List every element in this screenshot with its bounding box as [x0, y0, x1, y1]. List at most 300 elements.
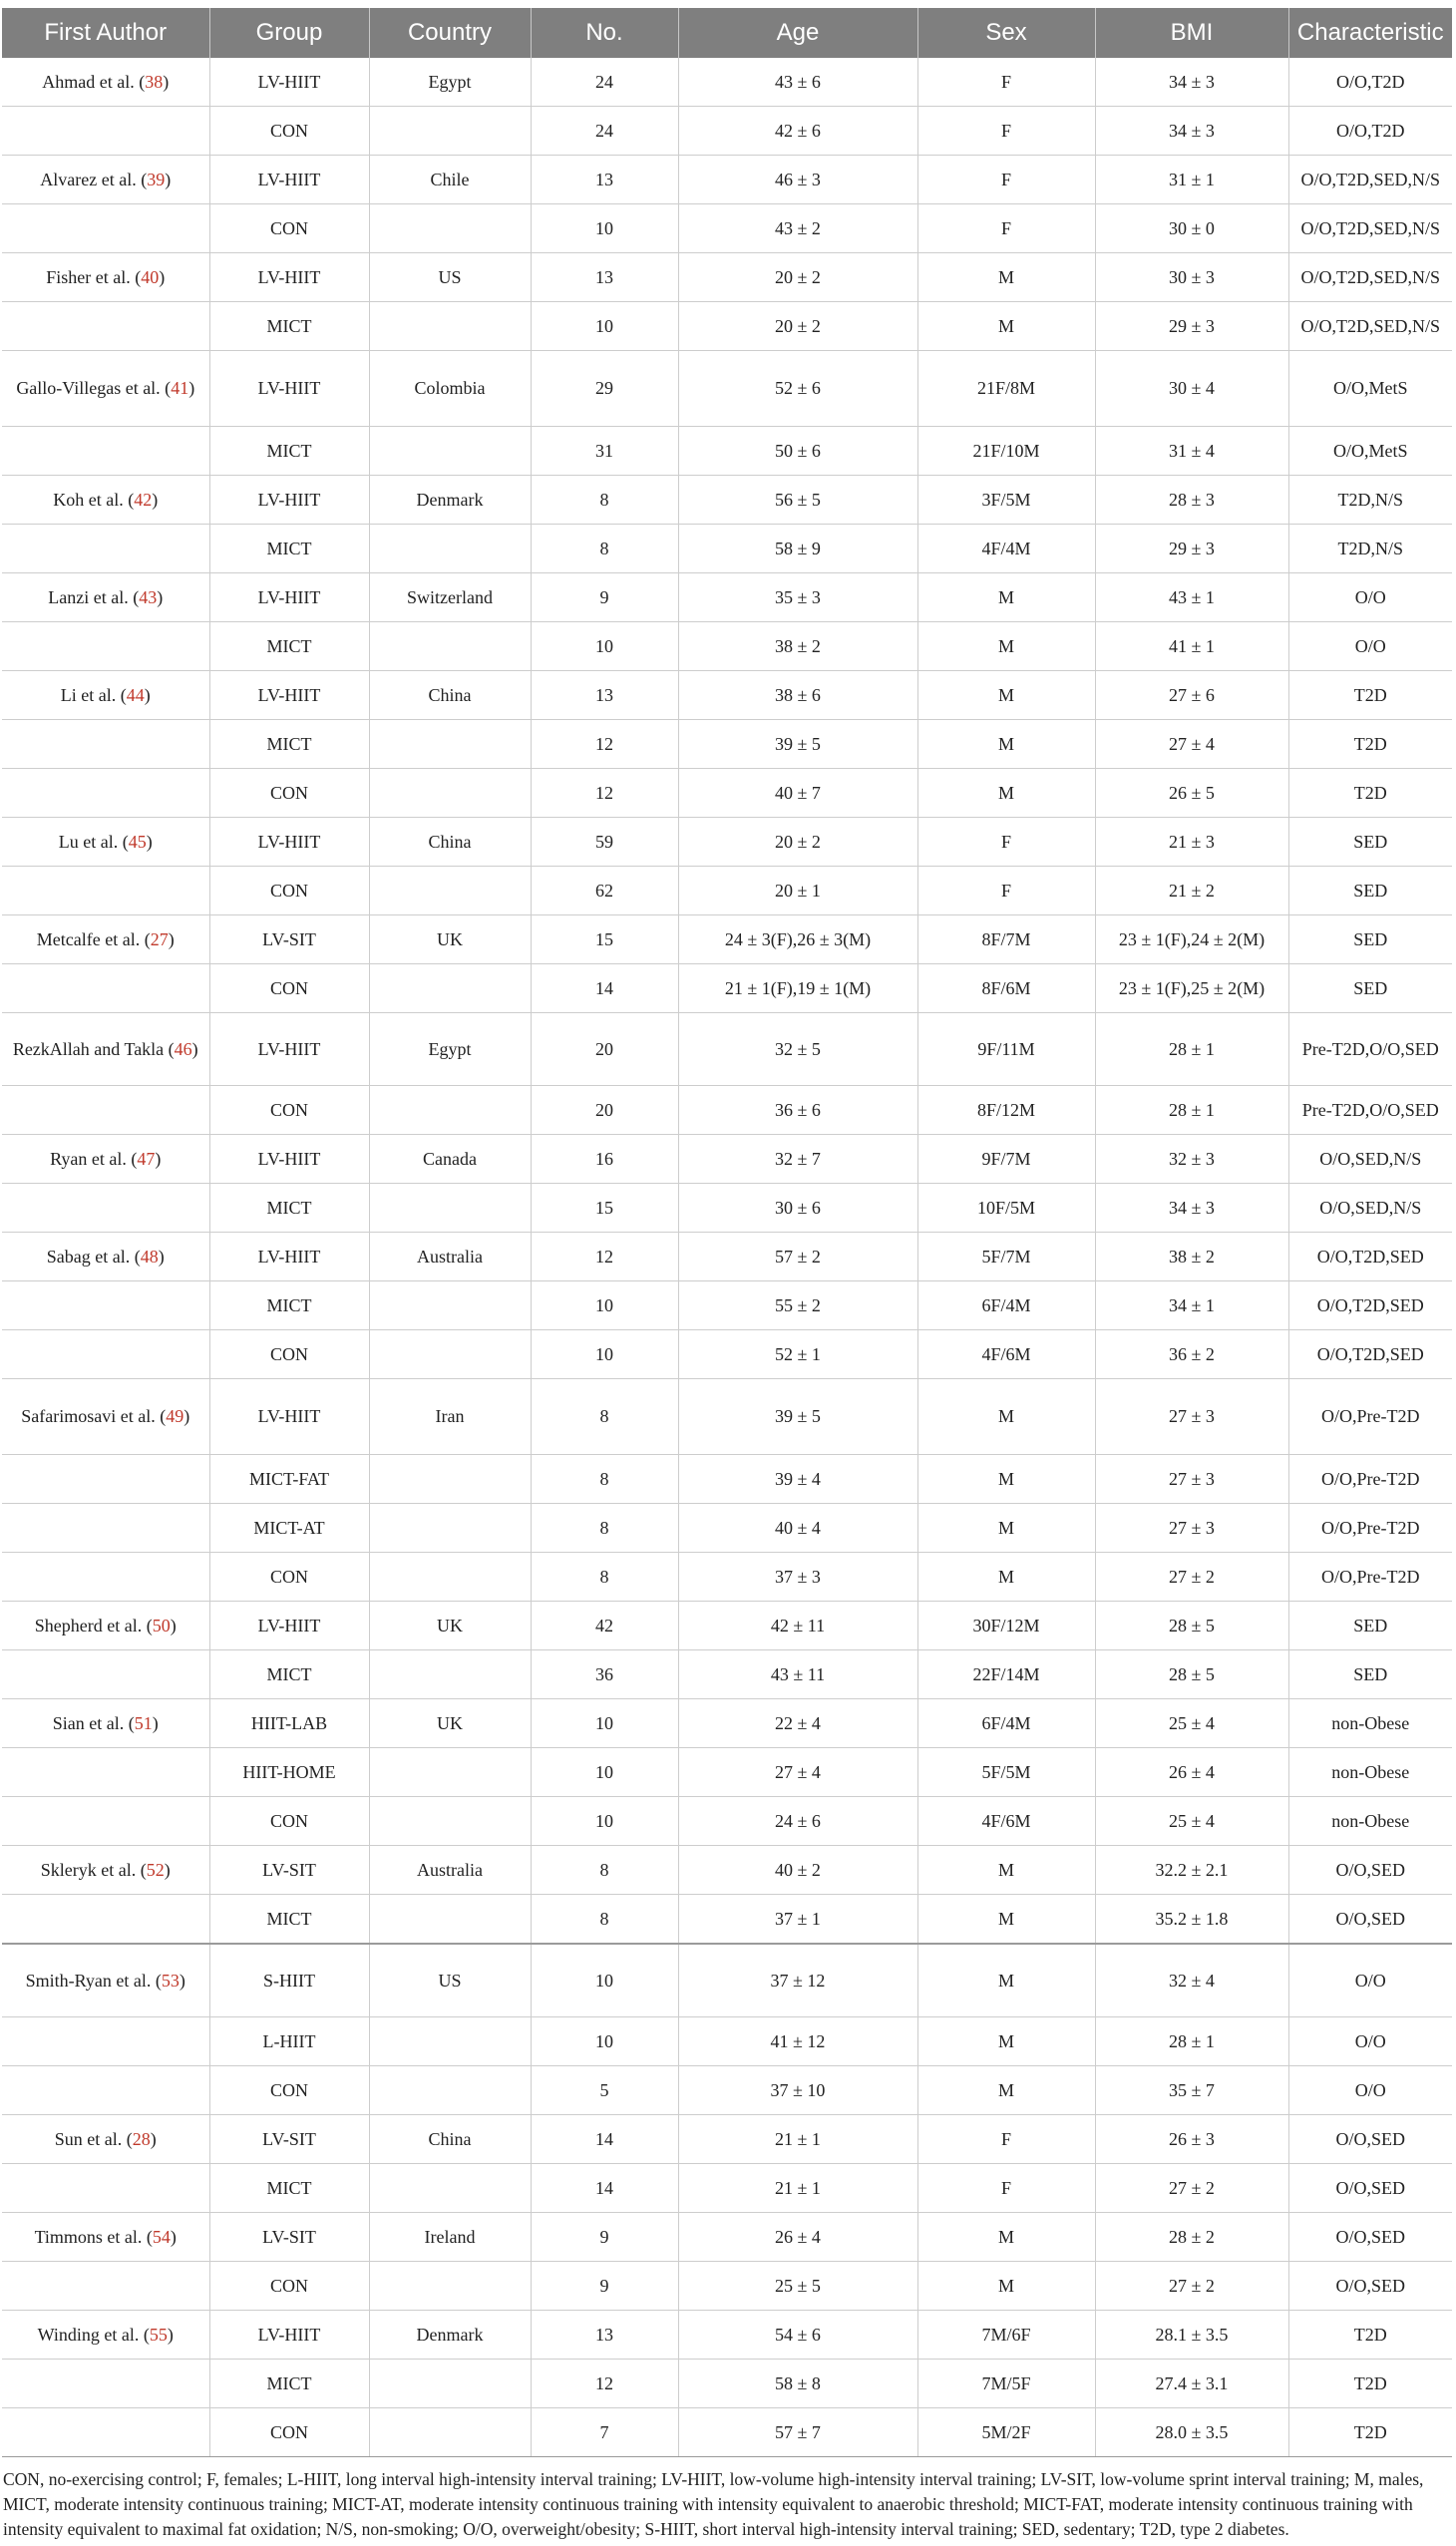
bmi-cell: 27 ± 3	[1095, 1504, 1288, 1553]
bmi-cell: 41 ± 1	[1095, 622, 1288, 671]
country-cell: Denmark	[369, 2311, 531, 2360]
sex-cell: 6F/4M	[917, 1281, 1095, 1330]
reference-link[interactable]: 38	[145, 71, 164, 92]
no-cell: 8	[531, 1504, 678, 1553]
table-row	[2, 720, 1452, 769]
country-cell: Australia	[369, 1233, 531, 1281]
author-cell: Koh et al. (42)	[2, 476, 209, 525]
author-cell: Safarimosavi et al. (49)	[2, 1379, 209, 1455]
author-name: Sian et al. (	[52, 1712, 135, 1733]
group-cell: MICT	[209, 2164, 369, 2213]
group-cell: CON	[209, 2262, 369, 2311]
author-name: Shepherd et al. (	[34, 1615, 153, 1636]
author-cell: Sun et al. (28)	[2, 2115, 209, 2164]
no-cell: 8	[531, 1455, 678, 1504]
author-cell	[2, 427, 209, 476]
group-cell: MICT	[209, 525, 369, 573]
sex-cell: 21F/8M	[917, 351, 1095, 427]
author-name: Skleryk et al. (	[40, 1859, 147, 1880]
age-cell: 57 ± 7	[678, 2408, 917, 2457]
characteristic-cell: O/O	[1288, 2017, 1452, 2066]
characteristic-cell: SED	[1288, 915, 1452, 964]
country-cell: Iran	[369, 1379, 531, 1455]
group-cell: CON	[209, 867, 369, 915]
reference-link[interactable]: 39	[147, 169, 166, 189]
no-cell: 10	[531, 622, 678, 671]
bmi-cell: 43 ± 1	[1095, 573, 1288, 622]
reference-link[interactable]: 40	[141, 266, 160, 287]
country-cell: UK	[369, 1699, 531, 1748]
sex-cell: 6F/4M	[917, 1699, 1095, 1748]
sex-cell: M	[917, 2017, 1095, 2066]
sex-cell: M	[917, 253, 1095, 302]
group-cell: CON	[209, 2408, 369, 2457]
group-cell: LV-HIIT	[209, 671, 369, 720]
sex-cell: F	[917, 2164, 1095, 2213]
country-cell	[369, 2262, 531, 2311]
sex-cell: M	[917, 1895, 1095, 1945]
characteristic-cell: O/O,T2D	[1288, 107, 1452, 156]
characteristic-cell: O/O,MetS	[1288, 427, 1452, 476]
characteristic-cell: O/O,SED	[1288, 2213, 1452, 2262]
age-cell: 52 ± 1	[678, 1330, 917, 1379]
country-cell	[369, 302, 531, 351]
table-row	[2, 2311, 1452, 2360]
characteristic-cell: non-Obese	[1288, 1797, 1452, 1846]
reference-link[interactable]: 50	[152, 1615, 171, 1636]
table-row	[2, 1455, 1452, 1504]
age-cell: 40 ± 7	[678, 769, 917, 818]
group-cell: LV-HIIT	[209, 2311, 369, 2360]
bmi-cell: 34 ± 3	[1095, 58, 1288, 107]
no-cell: 9	[531, 573, 678, 622]
bmi-cell: 27 ± 3	[1095, 1455, 1288, 1504]
table-row	[2, 1699, 1452, 1748]
characteristic-cell: O/O,SED,N/S	[1288, 1135, 1452, 1184]
country-cell: UK	[369, 1602, 531, 1650]
country-cell: UK	[369, 915, 531, 964]
characteristic-cell: SED	[1288, 964, 1452, 1013]
header-no: No.	[531, 8, 678, 58]
reference-link[interactable]: 45	[128, 831, 147, 852]
characteristic-cell: O/O,Pre-T2D	[1288, 1379, 1452, 1455]
no-cell: 8	[531, 525, 678, 573]
characteristic-cell: T2D,N/S	[1288, 525, 1452, 573]
group-cell: CON	[209, 1330, 369, 1379]
study-characteristics-table	[2, 8, 1452, 2457]
bmi-cell: 29 ± 3	[1095, 525, 1288, 573]
no-cell: 7	[531, 2408, 678, 2457]
header-characteristic: Characteristic	[1288, 8, 1452, 58]
header-sex: Sex	[917, 8, 1095, 58]
no-cell: 10	[531, 1944, 678, 2017]
bmi-cell: 32 ± 3	[1095, 1135, 1288, 1184]
country-cell	[369, 720, 531, 769]
bmi-cell: 28.1 ± 3.5	[1095, 2311, 1288, 2360]
sex-cell: 9F/11M	[917, 1013, 1095, 1086]
sex-cell: M	[917, 622, 1095, 671]
country-cell	[369, 867, 531, 915]
header-bmi: BMI	[1095, 8, 1288, 58]
author-cell	[2, 622, 209, 671]
group-cell: MICT-FAT	[209, 1455, 369, 1504]
bmi-cell: 25 ± 4	[1095, 1797, 1288, 1846]
group-cell: S-HIIT	[209, 1944, 369, 2017]
bmi-cell: 38 ± 2	[1095, 1233, 1288, 1281]
table-row	[2, 1013, 1452, 1086]
group-cell: LV-HIIT	[209, 1135, 369, 1184]
country-cell	[369, 2408, 531, 2457]
table-row	[2, 2360, 1452, 2408]
no-cell: 12	[531, 1233, 678, 1281]
no-cell: 8	[531, 1379, 678, 1455]
age-cell: 55 ± 2	[678, 1281, 917, 1330]
age-cell: 20 ± 2	[678, 302, 917, 351]
reference-link[interactable]: 43	[139, 586, 158, 607]
sex-cell: 8F/6M	[917, 964, 1095, 1013]
age-cell: 43 ± 6	[678, 58, 917, 107]
sex-cell: 21F/10M	[917, 427, 1095, 476]
table-row	[2, 1553, 1452, 1602]
bmi-cell: 31 ± 4	[1095, 427, 1288, 476]
author-cell	[2, 2408, 209, 2457]
author-cell	[2, 204, 209, 253]
author-cell	[2, 1797, 209, 1846]
table-row	[2, 525, 1452, 573]
country-cell	[369, 1504, 531, 1553]
no-cell: 10	[531, 204, 678, 253]
no-cell: 10	[531, 1699, 678, 1748]
author-name: Koh et al. (	[53, 489, 135, 510]
reference-link[interactable]: 52	[146, 1859, 165, 1880]
group-cell: CON	[209, 964, 369, 1013]
sex-cell: 5F/5M	[917, 1748, 1095, 1797]
table-row	[2, 1086, 1452, 1135]
author-cell	[2, 1650, 209, 1699]
group-cell: LV-HIIT	[209, 476, 369, 525]
no-cell: 10	[531, 1797, 678, 1846]
group-cell: CON	[209, 1553, 369, 1602]
age-cell: 43 ± 11	[678, 1650, 917, 1699]
table-row	[2, 671, 1452, 720]
author-cell	[2, 1895, 209, 1945]
sex-cell: 10F/5M	[917, 1184, 1095, 1233]
characteristic-cell: T2D	[1288, 2408, 1452, 2457]
author-cell	[2, 1184, 209, 1233]
author-cell	[2, 1504, 209, 1553]
sex-cell: 8F/7M	[917, 915, 1095, 964]
age-cell: 54 ± 6	[678, 2311, 917, 2360]
no-cell: 8	[531, 1895, 678, 1945]
bmi-cell: 28 ± 2	[1095, 2213, 1288, 2262]
no-cell: 8	[531, 476, 678, 525]
age-cell: 37 ± 10	[678, 2066, 917, 2115]
author-cell	[2, 1330, 209, 1379]
no-cell: 20	[531, 1086, 678, 1135]
age-cell: 32 ± 5	[678, 1013, 917, 1086]
no-cell: 12	[531, 720, 678, 769]
no-cell: 5	[531, 2066, 678, 2115]
no-cell: 16	[531, 1135, 678, 1184]
characteristic-cell: O/O,T2D,SED,N/S	[1288, 253, 1452, 302]
age-cell: 39 ± 4	[678, 1455, 917, 1504]
country-cell	[369, 525, 531, 573]
bmi-cell: 28 ± 3	[1095, 476, 1288, 525]
table-row	[2, 1379, 1452, 1455]
characteristic-cell: O/O,T2D,SED,N/S	[1288, 302, 1452, 351]
country-cell: Ireland	[369, 2213, 531, 2262]
table-row	[2, 427, 1452, 476]
table-row	[2, 1135, 1452, 1184]
author-cell	[2, 1281, 209, 1330]
reference-link[interactable]: 28	[132, 2128, 151, 2149]
author-cell: Ahmad et al. (38)	[2, 58, 209, 107]
author-cell: Timmons et al. (54)	[2, 2213, 209, 2262]
table-row	[2, 204, 1452, 253]
reference-link[interactable]: 54	[152, 2226, 171, 2247]
sex-cell: 5F/7M	[917, 1233, 1095, 1281]
country-cell: Chile	[369, 156, 531, 204]
table-row	[2, 1846, 1452, 1895]
bmi-cell: 35.2 ± 1.8	[1095, 1895, 1288, 1945]
characteristic-cell: SED	[1288, 1602, 1452, 1650]
author-name: RezkAllah and Takla (	[12, 1038, 175, 1059]
bmi-cell: 23 ± 1(F),24 ± 2(M)	[1095, 915, 1288, 964]
country-cell	[369, 107, 531, 156]
characteristic-cell: O/O,T2D	[1288, 58, 1452, 107]
characteristic-cell: T2D	[1288, 720, 1452, 769]
group-cell: MICT	[209, 2360, 369, 2408]
country-cell	[369, 1184, 531, 1233]
country-cell: Switzerland	[369, 573, 531, 622]
group-cell: CON	[209, 2066, 369, 2115]
no-cell: 36	[531, 1650, 678, 1699]
reference-link[interactable]: 44	[126, 684, 145, 705]
bmi-cell: 32 ± 4	[1095, 1944, 1288, 2017]
bmi-cell: 26 ± 3	[1095, 2115, 1288, 2164]
age-cell: 36 ± 6	[678, 1086, 917, 1135]
author-cell	[2, 867, 209, 915]
bmi-cell: 26 ± 5	[1095, 769, 1288, 818]
age-cell: 38 ± 6	[678, 671, 917, 720]
author-cell: Winding et al. (55)	[2, 2311, 209, 2360]
sex-cell: F	[917, 58, 1095, 107]
no-cell: 12	[531, 2360, 678, 2408]
country-cell	[369, 1330, 531, 1379]
sex-cell: F	[917, 2115, 1095, 2164]
reference-link[interactable]: 41	[171, 378, 189, 398]
country-cell	[369, 1748, 531, 1797]
table-row	[2, 107, 1452, 156]
no-cell: 10	[531, 302, 678, 351]
table-row	[2, 1748, 1452, 1797]
group-cell: HIIT-HOME	[209, 1748, 369, 1797]
country-cell	[369, 1895, 531, 1945]
group-cell: CON	[209, 1086, 369, 1135]
sex-cell: 22F/14M	[917, 1650, 1095, 1699]
author-name: Ahmad et al. (	[42, 71, 146, 92]
characteristic-cell: Pre-T2D,O/O,SED	[1288, 1013, 1452, 1086]
group-cell: LV-HIIT	[209, 351, 369, 427]
sex-cell: M	[917, 769, 1095, 818]
age-cell: 37 ± 1	[678, 1895, 917, 1945]
reference-link[interactable]: 42	[134, 489, 153, 510]
header-group: Group	[209, 8, 369, 58]
author-cell	[2, 720, 209, 769]
reference-link[interactable]: 46	[174, 1038, 192, 1059]
sex-cell: F	[917, 818, 1095, 867]
no-cell: 14	[531, 2164, 678, 2213]
no-cell: 10	[531, 1748, 678, 1797]
group-cell: LV-SIT	[209, 1846, 369, 1895]
author-name: Smith-Ryan et al. (	[25, 1970, 162, 1991]
reference-link[interactable]: 49	[166, 1406, 184, 1426]
author-cell: Li et al. (44)	[2, 671, 209, 720]
age-cell: 20 ± 2	[678, 253, 917, 302]
bmi-cell: 27 ± 4	[1095, 720, 1288, 769]
country-cell: US	[369, 1944, 531, 2017]
sex-cell: M	[917, 671, 1095, 720]
age-cell: 25 ± 5	[678, 2262, 917, 2311]
age-cell: 58 ± 9	[678, 525, 917, 573]
age-cell: 50 ± 6	[678, 427, 917, 476]
characteristic-cell: O/O	[1288, 1944, 1452, 2017]
bmi-cell: 21 ± 2	[1095, 867, 1288, 915]
author-cell	[2, 2017, 209, 2066]
bmi-cell: 28 ± 5	[1095, 1602, 1288, 1650]
table-row	[2, 351, 1452, 427]
characteristic-cell: O/O,T2D,SED,N/S	[1288, 204, 1452, 253]
age-cell: 22 ± 4	[678, 1699, 917, 1748]
country-cell	[369, 1086, 531, 1135]
country-cell	[369, 1650, 531, 1699]
author-cell	[2, 302, 209, 351]
no-cell: 42	[531, 1602, 678, 1650]
table-row	[2, 1944, 1452, 2017]
age-cell: 26 ± 4	[678, 2213, 917, 2262]
table-row	[2, 156, 1452, 204]
age-cell: 21 ± 1(F),19 ± 1(M)	[678, 964, 917, 1013]
author-cell	[2, 2066, 209, 2115]
no-cell: 9	[531, 2213, 678, 2262]
author-cell: Sabag et al. (48)	[2, 1233, 209, 1281]
characteristic-cell: O/O,SED	[1288, 2262, 1452, 2311]
characteristic-cell: SED	[1288, 1650, 1452, 1699]
study-characteristics-table-container	[2, 8, 1452, 2542]
bmi-cell: 25 ± 4	[1095, 1699, 1288, 1748]
group-cell: LV-HIIT	[209, 573, 369, 622]
sex-cell: 7M/5F	[917, 2360, 1095, 2408]
sex-cell: M	[917, 2262, 1095, 2311]
characteristic-cell: non-Obese	[1288, 1748, 1452, 1797]
bmi-cell: 23 ± 1(F),25 ± 2(M)	[1095, 964, 1288, 1013]
characteristic-cell: O/O	[1288, 2066, 1452, 2115]
country-cell: China	[369, 818, 531, 867]
author-cell: Lanzi et al. (43)	[2, 573, 209, 622]
reference-link[interactable]: 53	[161, 1970, 180, 1991]
group-cell: LV-HIIT	[209, 1013, 369, 1086]
group-cell: MICT-AT	[209, 1504, 369, 1553]
characteristic-cell: SED	[1288, 818, 1452, 867]
table-row	[2, 1602, 1452, 1650]
author-cell	[2, 2360, 209, 2408]
age-cell: 21 ± 1	[678, 2115, 917, 2164]
no-cell: 10	[531, 1281, 678, 1330]
author-cell: Sian et al. (51)	[2, 1699, 209, 1748]
bmi-cell: 32.2 ± 2.1	[1095, 1846, 1288, 1895]
age-cell: 41 ± 12	[678, 2017, 917, 2066]
characteristic-cell: T2D	[1288, 2360, 1452, 2408]
age-cell: 32 ± 7	[678, 1135, 917, 1184]
country-cell: China	[369, 671, 531, 720]
sex-cell: 30F/12M	[917, 1602, 1095, 1650]
group-cell: LV-SIT	[209, 2213, 369, 2262]
author-name: Sabag et al. (	[46, 1246, 141, 1267]
age-cell: 57 ± 2	[678, 1233, 917, 1281]
no-cell: 24	[531, 58, 678, 107]
author-cell: Gallo-Villegas et al. (41)	[2, 351, 209, 427]
country-cell	[369, 427, 531, 476]
age-cell: 40 ± 2	[678, 1846, 917, 1895]
group-cell: LV-HIIT	[209, 818, 369, 867]
sex-cell: F	[917, 204, 1095, 253]
sex-cell: 4F/6M	[917, 1330, 1095, 1379]
reference-link[interactable]: 48	[140, 1246, 159, 1267]
characteristic-cell: SED	[1288, 867, 1452, 915]
group-cell: L-HIIT	[209, 2017, 369, 2066]
reference-link[interactable]: 55	[149, 2324, 168, 2345]
age-cell: 20 ± 1	[678, 867, 917, 915]
country-cell: Egypt	[369, 1013, 531, 1086]
reference-link[interactable]: 51	[134, 1712, 153, 1733]
age-cell: 24 ± 6	[678, 1797, 917, 1846]
country-cell	[369, 769, 531, 818]
sex-cell: 7M/6F	[917, 2311, 1095, 2360]
author-cell: Ryan et al. (47)	[2, 1135, 209, 1184]
table-row	[2, 253, 1452, 302]
header-first-author: First Author	[2, 8, 209, 58]
no-cell: 9	[531, 2262, 678, 2311]
bmi-cell: 28.0 ± 3.5	[1095, 2408, 1288, 2457]
reference-link[interactable]: 47	[137, 1148, 156, 1169]
sex-cell: M	[917, 2213, 1095, 2262]
table-row	[2, 58, 1452, 107]
no-cell: 13	[531, 671, 678, 720]
age-cell: 38 ± 2	[678, 622, 917, 671]
author-cell	[2, 1086, 209, 1135]
characteristic-cell: O/O,T2D,SED,N/S	[1288, 156, 1452, 204]
author-name: Lu et al. (	[58, 831, 129, 852]
no-cell: 8	[531, 1846, 678, 1895]
bmi-cell: 28 ± 1	[1095, 1013, 1288, 1086]
country-cell	[369, 964, 531, 1013]
table-row	[2, 2408, 1452, 2457]
no-cell: 12	[531, 769, 678, 818]
reference-link[interactable]: 27	[150, 928, 169, 949]
country-cell	[369, 1455, 531, 1504]
country-cell: Egypt	[369, 58, 531, 107]
table-row	[2, 302, 1452, 351]
table-row	[2, 2164, 1452, 2213]
author-cell	[2, 2164, 209, 2213]
sex-cell: 3F/5M	[917, 476, 1095, 525]
no-cell: 14	[531, 964, 678, 1013]
group-cell: LV-HIIT	[209, 156, 369, 204]
sex-cell: M	[917, 2066, 1095, 2115]
characteristic-cell: O/O,T2D,SED	[1288, 1281, 1452, 1330]
group-cell: MICT	[209, 1895, 369, 1945]
no-cell: 13	[531, 156, 678, 204]
